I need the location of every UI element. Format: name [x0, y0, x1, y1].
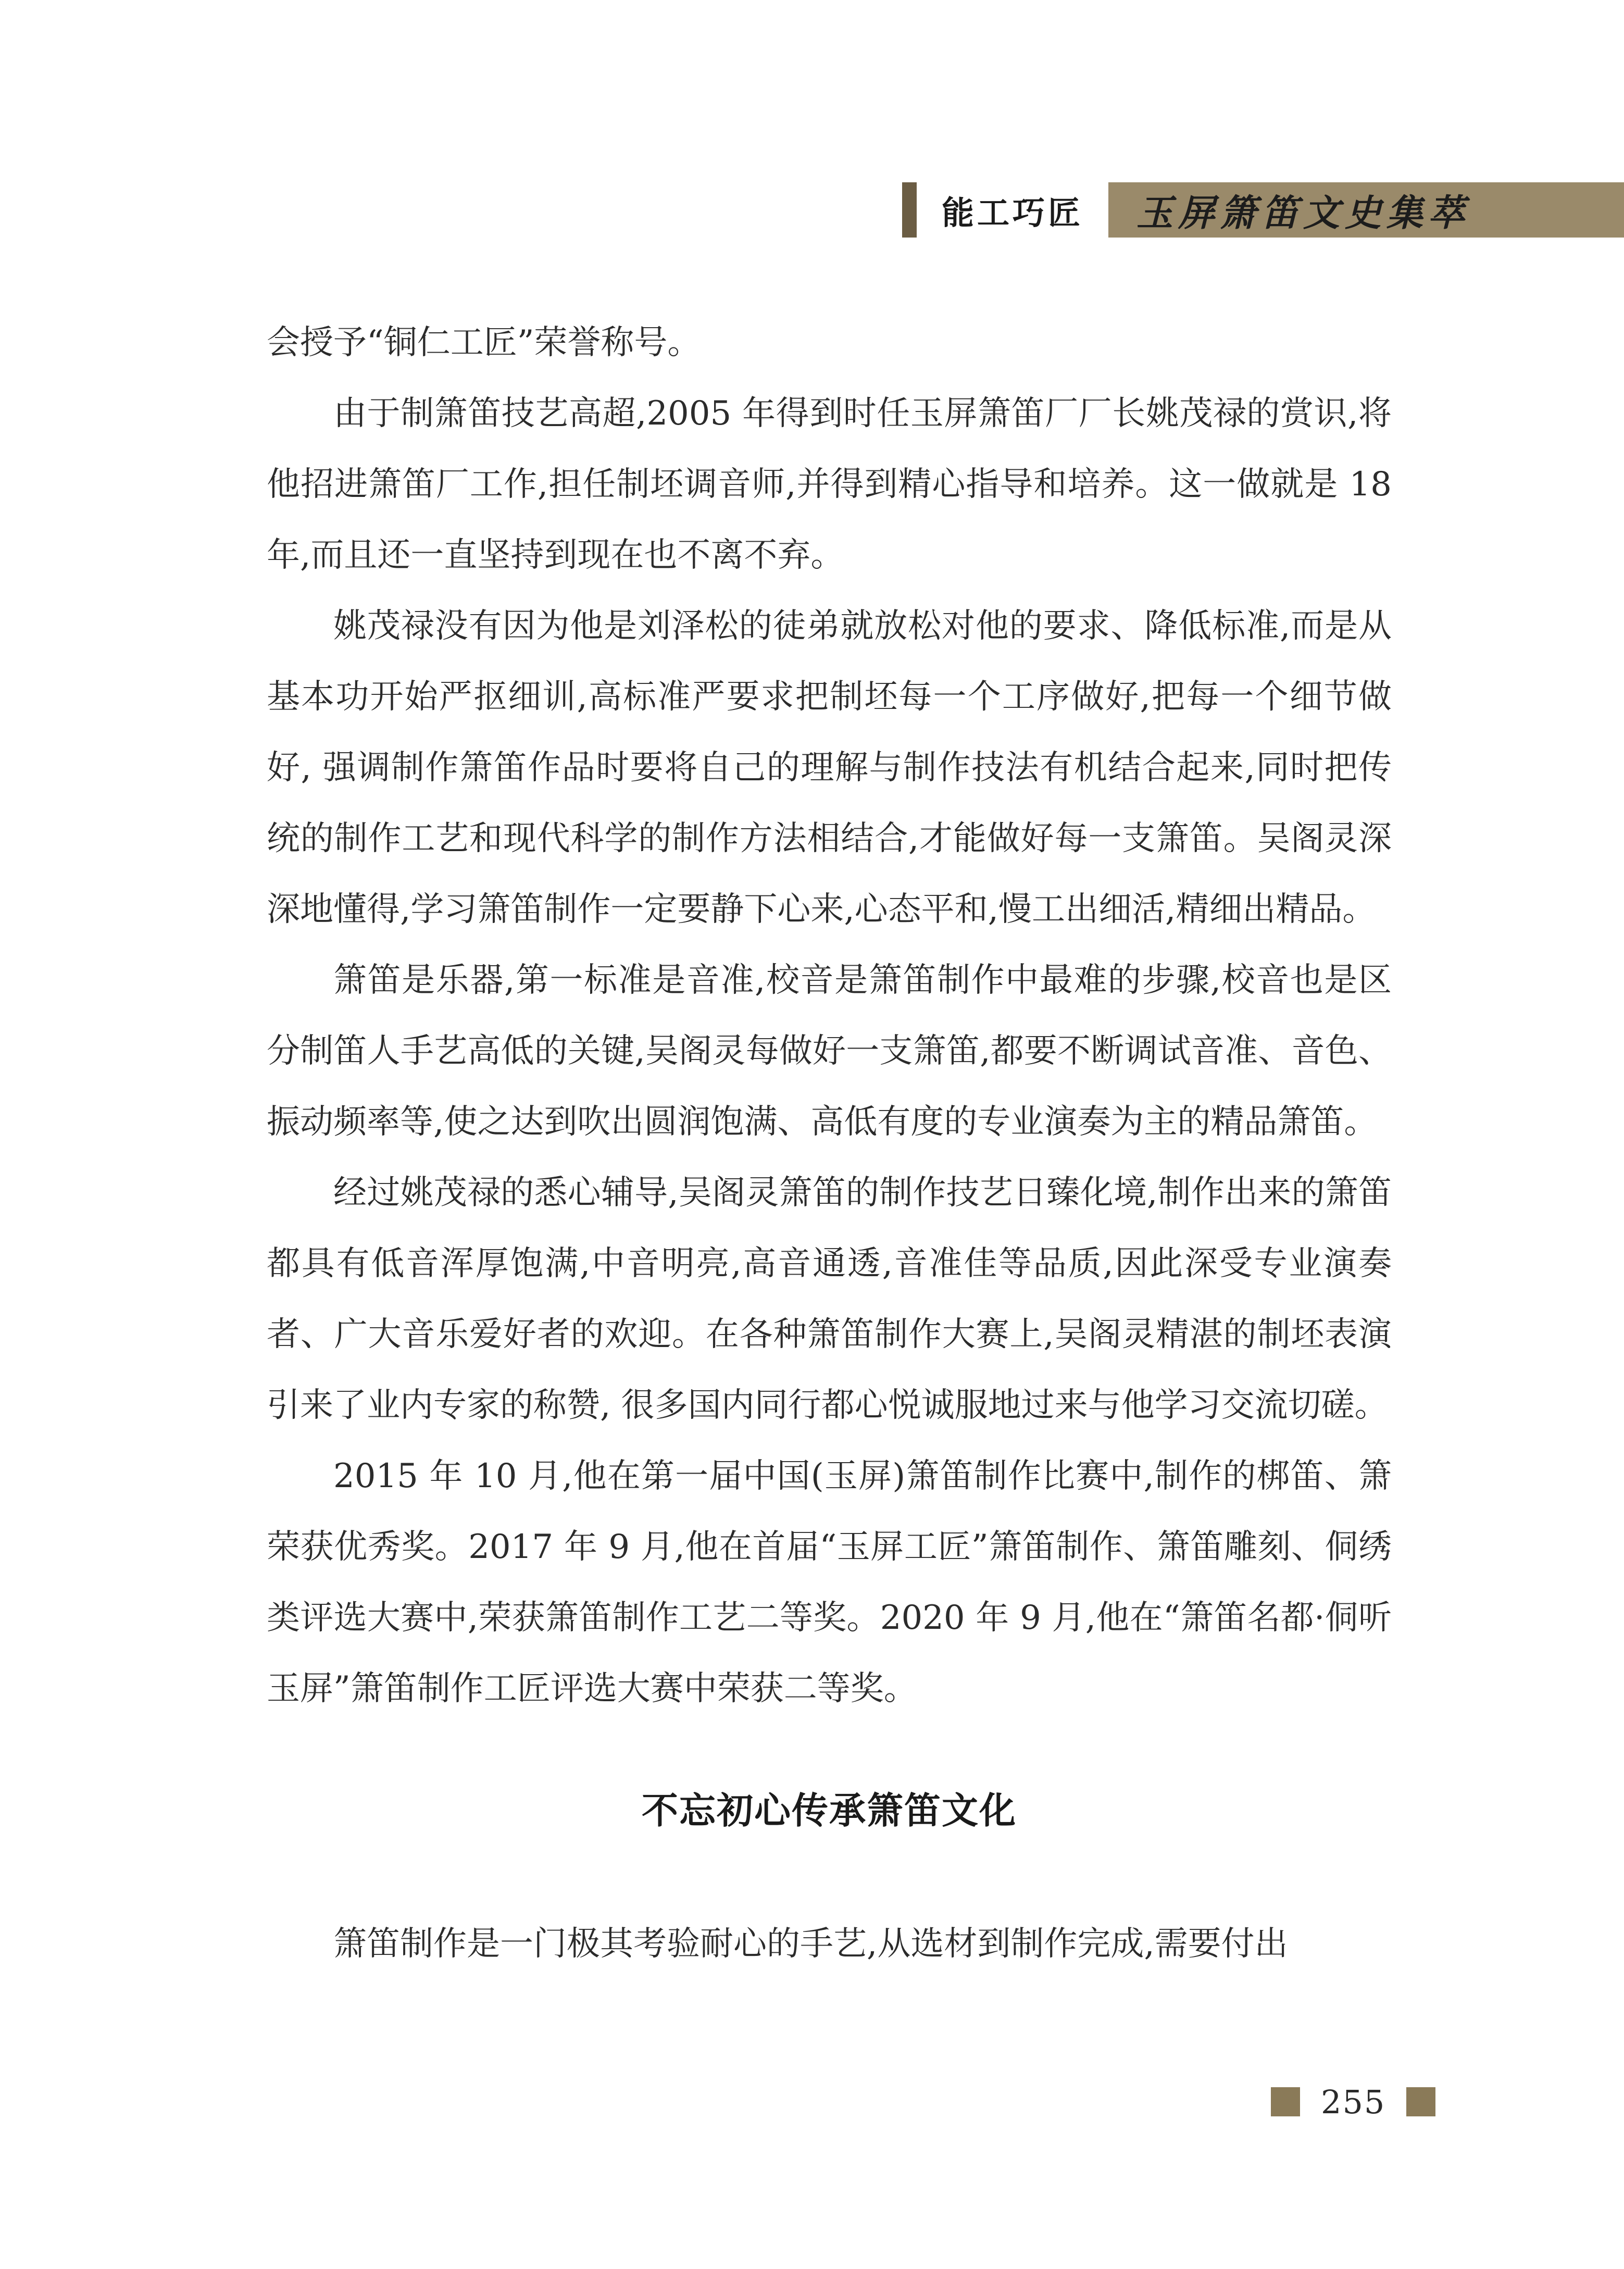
- header-rule: [902, 182, 917, 238]
- page-footer: [1271, 2084, 1435, 2120]
- paragraph: 箫笛是乐器,第一标准是音准,校音是箫笛制作中最难的步骤,校音也是区分制笛人手艺高低的关键,吴阁灵每做好一支箫笛,都要不断调试音准、音色、振动频率等,使之达到吹出圆润饱满、高低有度的专业演奏为主的精品箫笛。: [267, 961, 1392, 1141]
- page-number: 255: [1321, 2083, 1386, 2121]
- header-section-title: 能工巧匠: [941, 193, 1083, 232]
- paragraph: 姚茂禄没有因为他是刘泽松的徒弟就放松对他的要求、降低标准,而是从基本功开始严抠细训,高标准严要求把制坯每一个工序做好,把每一个细节做好, 强调制作箫笛作品时要将自己的理解与制作技法有机结合起来,同时把传统的制作工艺和现代科学的制作方法相结合,才能做好每一支箫笛。吴阁灵深深地懂得,学习箫笛制作一定要静下心来,心态平和,慢工出细活,精细出精品。: [267, 607, 1392, 929]
- page-body: [267, 307, 1392, 1979]
- running-header: [902, 182, 1624, 238]
- paragraph: 经过姚茂禄的悉心辅导,吴阁灵箫笛的制作技艺日臻化境,制作出来的箫笛都具有低音浑厚饱满,中音明亮,高音通透,音准佳等品质,因此深受专业演奏者、广大音乐爱好者的欢迎。在各种箫笛制作大赛上,吴阁灵精湛的制坯表演引来了业内专家的称赞, 很多国内同行都心悦诚服地过来与他学习交流切磋。: [267, 1174, 1392, 1425]
- header-section-box: [917, 182, 1108, 238]
- paragraph: 由于制箫笛技艺高超,2005 年得到时任玉屏箫笛厂厂长姚茂禄的赏识,将他招进箫笛厂工作,担任制坯调音师,并得到精心指导和培养。这一做就是 18 年,而且还一直坚持到现在也不离不弃。: [267, 394, 1392, 575]
- header-book-title: 玉屏箫笛文史集萃: [1136, 191, 1470, 234]
- paragraph: 会授予“铜仁工匠”荣誉称号。: [267, 323, 701, 362]
- folio-square-left: [1271, 2087, 1300, 2116]
- header-book-band: [1108, 182, 1624, 238]
- paragraph: 2015 年 10 月,他在第一届中国(玉屏)箫笛制作比赛中,制作的梆笛、箫荣获优秀奖。2017 年 9 月,他在首届“玉屏工匠”箫笛制作、箫笛雕刻、侗绣类评选大赛中,荣获箫笛制作工艺二等奖。2020 年 9 月,他在“箫笛名都·侗听玉屏”箫笛制作工匠评选大赛中荣获二等奖。: [267, 1457, 1392, 1708]
- section-heading: 不忘初心传承箫笛文化: [642, 1789, 1017, 1832]
- paragraph: 箫笛制作是一门极其考验耐心的手艺,从选材到制作完成,需要付出: [333, 1925, 1288, 1963]
- folio-square-right: [1406, 2087, 1435, 2116]
